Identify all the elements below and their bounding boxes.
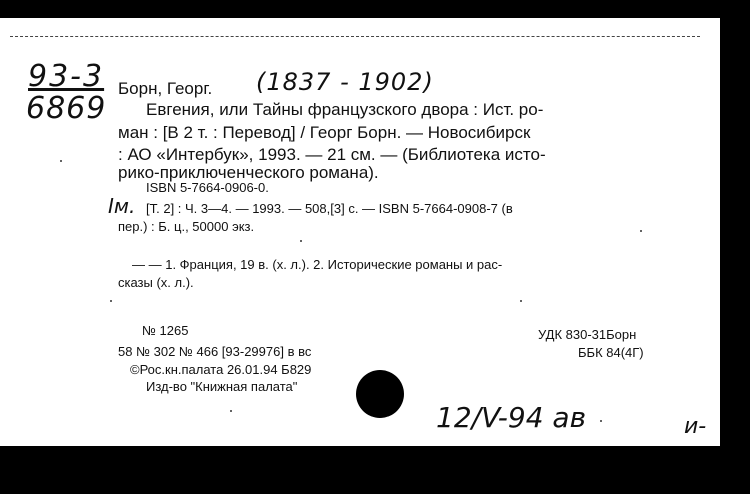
subject-line-2: сказы (х. л.). [118,275,194,290]
punch-hole [356,370,404,418]
speck [640,230,642,232]
shelfmark-bottom: 6869 [26,91,107,126]
copyright-line: ©Рос.кн.палата 26.01.94 Б829 [130,362,312,377]
card-number: № 1265 [142,323,189,338]
author-dates: (1837 - 1902) [256,68,434,96]
bbk-code: ББК 84(4Г) [578,345,644,360]
speck [600,420,602,422]
card-order: 58 № 302 № 466 [93-29976] в вс [118,344,312,359]
author-name: Борн, Георг. [118,79,213,98]
subject-line-1: — — 1. Франция, 19 в. (х. л.). 2. Исторические романы и рас- [132,257,503,272]
udk-code: УДК 830-31Борн [538,327,637,342]
title-line-1: Евгения, или Тайны французского двора : Ист. ро- [146,100,544,119]
speck [520,300,522,302]
publisher-line: Изд-во "Книжная палата" [146,379,298,394]
title-line-4: рико-приключенческого романа). [118,163,379,182]
card-right-edge [720,18,750,446]
speck [300,240,302,242]
handwritten-corner-mark: и- [684,414,707,439]
volume-line-2: пер.) : Б. ц., 50000 экз. [118,219,255,234]
speck [230,410,232,412]
speck [60,160,62,162]
title-line-2: ман : [В 2 т. : Перевод] / Георг Борн. — Новосибирск [118,123,531,142]
volume-handwritten-mark: Ім. [108,194,136,218]
speck [110,300,112,302]
handwritten-date: 12/V-94 ав [436,401,587,434]
top-divider [10,36,700,37]
title-line-3: : АО «Интербук», 1993. — 21 см. — (Библиотека исто- [118,145,546,164]
volume-line-1: [Т. 2] : Ч. 3—4. — 1993. — 508,[3] с. — ISBN 5-7664-0908-7 (в [146,201,513,216]
shelfmark-top: 93-3 [28,59,105,94]
isbn-main: ISBN 5-7664-0906-0. [146,180,269,195]
